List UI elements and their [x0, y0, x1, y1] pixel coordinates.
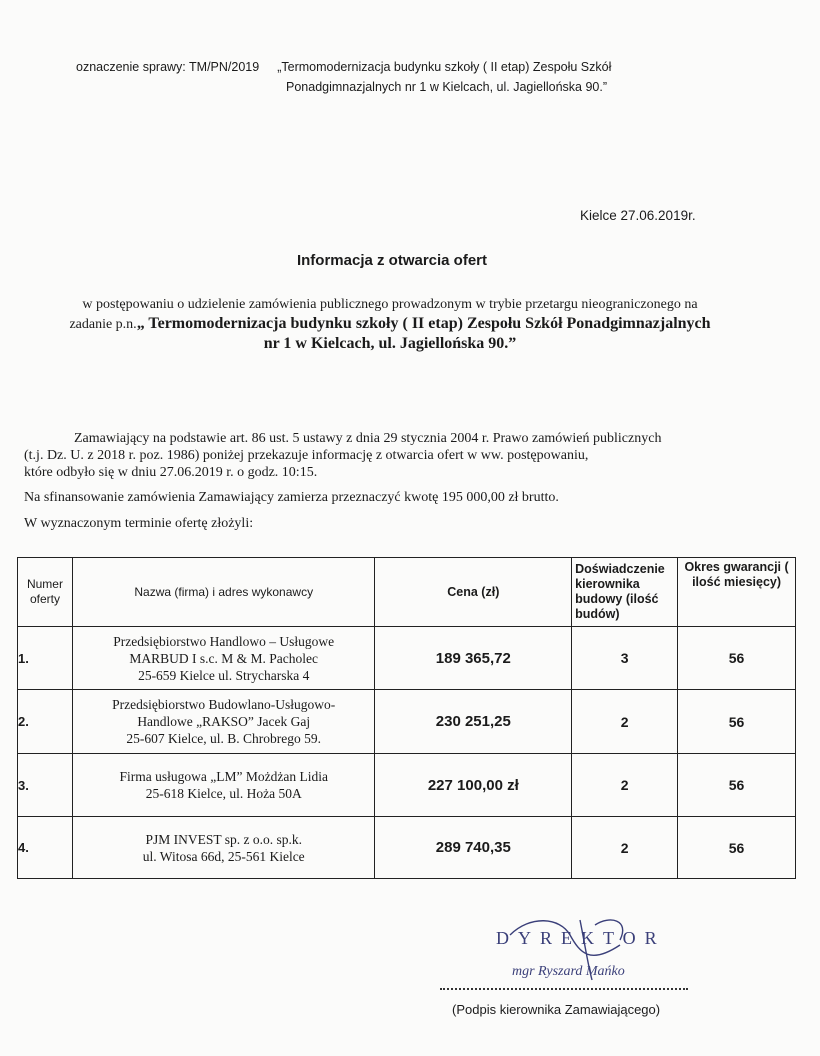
- table-row: [18, 817, 796, 879]
- legal-basis-line1: Zamawiający na podstawie art. 86 ust. 5 ustawy z dnia 29 stycznia 2004 r. Prawo zamówień publicznych: [74, 431, 662, 446]
- header-warranty: Okres gwarancji ( ilość miesięcy): [678, 558, 796, 627]
- offer-price: 289 740,35: [375, 817, 572, 879]
- legal-basis-line3: które odbyło się w dniu 27.06.2019 r. o godz. 10:15.: [24, 465, 318, 480]
- offer-contractor: Przedsiębiorstwo Budowlano-Usługowo- Handlowe „RAKSO” Jacek Gaj 25-607 Kielce, ul. B. Chrobrego 59.: [72, 690, 375, 754]
- document-title: Informacja z otwarcia ofert: [296, 252, 488, 269]
- signature-line: [440, 988, 688, 990]
- intro-task-name-line2: nr 1 w Kielcach, ul. Jagiellońska 90.”: [263, 335, 517, 352]
- offer-number: 2.: [18, 690, 73, 754]
- signature-caption: (Podpis kierownika Zamawiającego): [452, 1002, 661, 1017]
- header-name: Nazwa (firma) i adres wykonawcy: [72, 558, 375, 627]
- offer-contractor: PJM INVEST sp. z o.o. sp.k. ul. Witosa 66d, 25-561 Kielce: [72, 817, 375, 879]
- offer-contractor: Przedsiębiorstwo Handlowo – Usługowe MARBUD I s.c. M & M. Pacholec 25-659 Kielce ul. Strycharska 4: [72, 627, 375, 690]
- table-row: [18, 754, 796, 817]
- case-title-line1: „Termomodernizacja budynku szkoły ( II etap) Zespołu Szkół: [277, 60, 612, 74]
- case-label: oznaczenie sprawy: TM/PN/2019: [76, 60, 260, 74]
- header-number: Numer oferty: [18, 558, 73, 627]
- case-reference: [76, 60, 611, 74]
- intro-line1: w postępowaniu o udzielenie zamówienia publicznego prowadzonym w trybie przetargu nieograniczonego na: [82, 297, 698, 312]
- offer-warranty: 56: [678, 690, 796, 754]
- offer-number: 1.: [18, 627, 73, 690]
- legal-basis-paragraph: [24, 430, 764, 481]
- offer-experience: 2: [572, 817, 678, 879]
- offer-warranty: 56: [678, 754, 796, 817]
- offers-intro-paragraph: W wyznaczonym terminie ofertę złożyli:: [24, 516, 254, 531]
- table-row: [18, 627, 796, 690]
- offer-experience: 2: [572, 754, 678, 817]
- intro-task-name: „ Termomodernizacja budynku szkoły ( II etap) Zespołu Szkół Ponadgimnazjalnych: [136, 315, 711, 332]
- case-title-line2: Ponadgimnazjalnych nr 1 w Kielcach, ul. Jagiellońska 90.”: [286, 80, 608, 94]
- offer-experience: 2: [572, 690, 678, 754]
- offer-contractor: Firma usługowa „LM” Możdżan Lidia 25-618 Kielce, ul. Hoża 50A: [72, 754, 375, 817]
- table-header-row: [18, 558, 796, 627]
- offer-price: 230 251,25: [375, 690, 572, 754]
- offer-warranty: 56: [678, 817, 796, 879]
- offer-number: 4.: [18, 817, 73, 879]
- offer-warranty: 56: [678, 627, 796, 690]
- offer-experience: 3: [572, 627, 678, 690]
- header-experience: Doświadczenie kierownika budowy (ilość budów): [572, 558, 678, 627]
- intro-paragraph: [38, 295, 742, 353]
- offer-price: 227 100,00 zł: [375, 754, 572, 817]
- stamp-title: DYREKTOR: [496, 928, 666, 948]
- legal-basis-line2: (t.j. Dz. U. z 2018 r. poz. 1986) poniżej przekazuje informację z otwarcia ofert w ww. postępowaniu,: [24, 448, 589, 463]
- table-row: [18, 690, 796, 754]
- offers-table: [17, 557, 796, 879]
- stamp-name: mgr Ryszard Mańko: [512, 964, 625, 979]
- intro-line2-prefix: zadanie p.n.: [69, 317, 137, 332]
- header-price: Cena (zł): [375, 558, 572, 627]
- offer-number: 3.: [18, 754, 73, 817]
- document-date: Kielce 27.06.2019r.: [580, 208, 696, 223]
- offer-price: 189 365,72: [375, 627, 572, 690]
- budget-paragraph: Na sfinansowanie zamówienia Zamawiający zamierza przeznaczyć kwotę 195 000,00 zł brutto.: [24, 490, 559, 505]
